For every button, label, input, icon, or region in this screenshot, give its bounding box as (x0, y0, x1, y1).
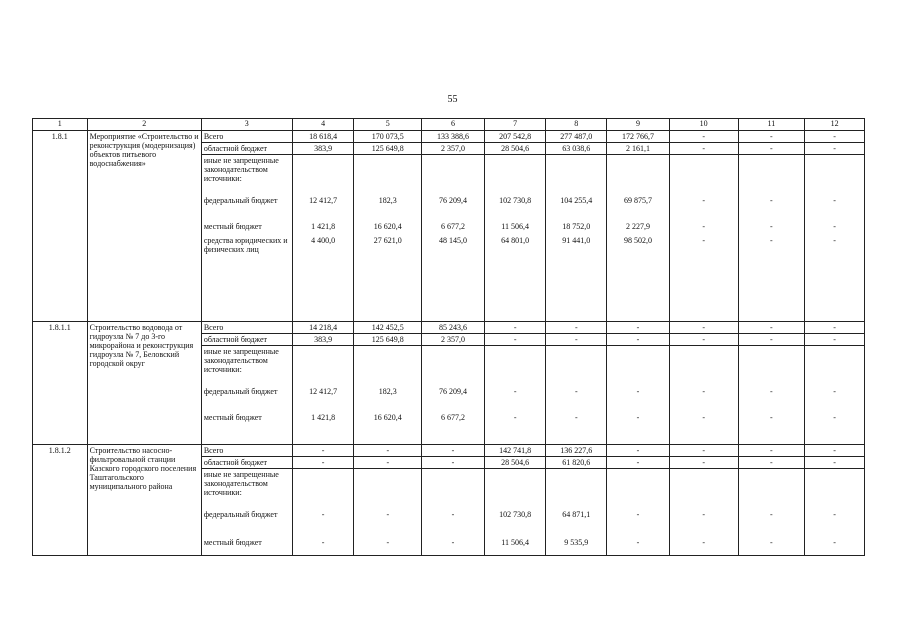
value-cell: - (805, 143, 865, 155)
value-stack-cell (546, 346, 607, 445)
value-stack-cell (422, 346, 485, 445)
value-cell: - (513, 413, 517, 422)
section-name: Строительство насосно-фильтровальной станции Казского городского поселения Таштагольского муниципального района (87, 445, 201, 556)
value-cell: 16 620,4 (373, 413, 402, 422)
value-cell: - (669, 445, 738, 457)
value-cell: 64 871,1 (562, 510, 591, 519)
value-stack-cell (805, 469, 865, 556)
value-cell: 1 421,8 (311, 413, 336, 422)
header-cell-7: 7 (484, 119, 546, 131)
value-stack-cell (805, 346, 865, 445)
value-cell: 11 506,4 (501, 538, 529, 547)
value-cell: - (607, 445, 670, 457)
value-cell: 16 620,4 (373, 222, 402, 231)
value-cell: - (770, 222, 773, 231)
value-cell: - (805, 457, 865, 469)
table-row (33, 445, 865, 457)
value-cell: 102 730,8 (499, 510, 532, 519)
value-cell: - (386, 510, 390, 519)
value-stack-cell (738, 469, 805, 556)
value-cell: 125 649,8 (354, 334, 422, 346)
sub-row-label: средства юридических и физических лиц (203, 236, 288, 254)
row-label: областной бюджет (201, 143, 292, 155)
value-cell: 63 038,6 (546, 143, 607, 155)
value-cell: - (546, 334, 607, 346)
value-cell: - (451, 510, 455, 519)
sub-row-label: федеральный бюджет (203, 387, 278, 396)
value-cell: 125 649,8 (354, 143, 422, 155)
value-cell: - (484, 334, 546, 346)
value-cell: 182,3 (378, 387, 397, 396)
value-cell: - (669, 457, 738, 469)
value-cell: - (636, 538, 640, 547)
value-cell: 76 209,4 (438, 196, 467, 205)
section-name: Мероприятие «Строительство и реконструкция (модернизация) объектов питьевого водоснабжения» (87, 131, 201, 322)
section-code: 1.8.1.2 (33, 445, 88, 556)
section-code: 1.8.1 (33, 131, 88, 322)
value-cell: - (636, 413, 640, 422)
value-cell: 18 618,4 (292, 131, 354, 143)
value-stack-cell (607, 469, 670, 556)
value-cell: 133 388,6 (422, 131, 485, 143)
value-cell: - (292, 457, 354, 469)
value-cell: 85 243,6 (422, 322, 485, 334)
value-cell: 2 227,9 (625, 222, 650, 231)
value-cell: - (833, 538, 836, 547)
value-cell: - (669, 322, 738, 334)
value-cell: - (833, 196, 836, 205)
value-cell: 61 820,6 (546, 457, 607, 469)
value-stack-cell (805, 155, 865, 322)
value-cell: 2 357,0 (422, 143, 485, 155)
section-code: 1.8.1.1 (33, 322, 88, 445)
value-stack-cell (292, 346, 354, 445)
value-cell: - (354, 445, 422, 457)
value-cell: - (805, 131, 865, 143)
value-cell: - (321, 510, 325, 519)
header-cell-9: 9 (607, 119, 670, 131)
other-sources-cell (201, 346, 292, 445)
value-cell: 136 227,6 (546, 445, 607, 457)
header-cell-11: 11 (738, 119, 805, 131)
other-sources-label: иные не запрещенные законодательством источники: (203, 470, 279, 497)
value-cell: - (702, 222, 705, 231)
value-cell: - (738, 457, 805, 469)
value-stack-cell (354, 346, 422, 445)
value-stack-cell (292, 469, 354, 556)
value-cell: - (833, 236, 836, 245)
value-stack-cell (422, 469, 485, 556)
value-cell: - (738, 143, 805, 155)
value-cell: - (738, 322, 805, 334)
value-stack-cell (484, 346, 546, 445)
value-cell: - (669, 131, 738, 143)
sub-row-label: местный бюджет (203, 222, 262, 231)
row-label: Всего (201, 445, 292, 457)
value-cell: 9 535,9 (564, 538, 589, 547)
value-cell: 172 766,7 (607, 131, 670, 143)
value-cell: 207 542,8 (484, 131, 546, 143)
value-stack-cell (354, 155, 422, 322)
value-cell: 104 255,4 (560, 196, 593, 205)
value-cell: 98 502,0 (623, 236, 652, 245)
value-cell: - (770, 387, 773, 396)
value-cell: - (770, 538, 773, 547)
value-cell: - (607, 457, 670, 469)
value-cell: 28 504,6 (484, 457, 546, 469)
value-cell: 383,9 (292, 143, 354, 155)
value-cell: 14 218,4 (292, 322, 354, 334)
value-cell: - (513, 387, 517, 396)
value-cell: 142 452,5 (354, 322, 422, 334)
header-cell-12: 12 (805, 119, 865, 131)
value-stack-cell (738, 155, 805, 322)
value-cell: - (669, 143, 738, 155)
other-sources-cell (201, 155, 292, 322)
value-cell: 11 506,4 (501, 222, 529, 231)
value-stack-cell (546, 155, 607, 322)
row-label: областной бюджет (201, 334, 292, 346)
value-cell: 102 730,8 (499, 196, 532, 205)
value-stack-cell (669, 469, 738, 556)
header-cell-8: 8 (546, 119, 607, 131)
value-stack-cell (607, 155, 670, 322)
value-cell: 18 752,0 (562, 222, 591, 231)
row-label: Всего (201, 131, 292, 143)
value-cell: - (833, 413, 836, 422)
value-cell: 48 145,0 (438, 236, 467, 245)
value-cell: - (546, 322, 607, 334)
value-stack-cell (669, 346, 738, 445)
value-cell: - (422, 457, 485, 469)
value-cell: 4 400,0 (311, 236, 336, 245)
other-sources-label: иные не запрещенные законодательством источники: (203, 156, 279, 183)
value-cell: - (386, 538, 390, 547)
section-name: Строительство водовода от гидроузла № 7 до 3-го микрорайона и реконструкция гидроузла № 7, Беловский городской округ (87, 322, 201, 445)
value-cell: - (636, 510, 640, 519)
value-cell: 28 504,6 (484, 143, 546, 155)
value-cell: 27 621,0 (373, 236, 402, 245)
value-cell: - (738, 131, 805, 143)
value-cell: - (770, 196, 773, 205)
value-stack-cell (607, 346, 670, 445)
other-sources-label: иные не запрещенные законодательством источники: (203, 347, 279, 374)
value-cell: 2 161,1 (607, 143, 670, 155)
header-cell-1: 1 (33, 119, 88, 131)
value-cell: - (770, 413, 773, 422)
value-cell: - (484, 322, 546, 334)
value-stack-cell (484, 469, 546, 556)
value-cell: - (702, 510, 705, 519)
value-cell: - (805, 334, 865, 346)
value-cell: - (702, 236, 705, 245)
header-cell-4: 4 (292, 119, 354, 131)
value-cell: - (574, 413, 578, 422)
value-cell: - (702, 413, 705, 422)
value-cell: 383,9 (292, 334, 354, 346)
value-cell: - (833, 222, 836, 231)
value-cell: 6 677,2 (440, 413, 465, 422)
value-stack-cell (484, 155, 546, 322)
value-stack-cell (669, 155, 738, 322)
value-cell: 170 073,5 (354, 131, 422, 143)
value-stack-cell (546, 469, 607, 556)
value-cell: - (574, 387, 578, 396)
value-stack-cell (738, 346, 805, 445)
value-cell: - (833, 510, 836, 519)
page-number: 55 (447, 94, 458, 105)
value-cell: 12 412,7 (309, 387, 338, 396)
value-cell: - (770, 510, 773, 519)
value-cell: - (669, 334, 738, 346)
value-cell: 69 875,7 (623, 196, 652, 205)
value-stack-cell (422, 155, 485, 322)
value-cell: - (607, 334, 670, 346)
value-cell: - (636, 387, 640, 396)
header-cell-6: 6 (422, 119, 485, 131)
value-cell: - (702, 538, 705, 547)
row-label: областной бюджет (201, 457, 292, 469)
value-cell: - (702, 196, 705, 205)
value-cell: - (354, 457, 422, 469)
value-cell: 2 357,0 (422, 334, 485, 346)
row-label: Всего (201, 322, 292, 334)
value-cell: - (321, 538, 325, 547)
sub-row-label: местный бюджет (203, 413, 262, 422)
header-cell-5: 5 (354, 119, 422, 131)
value-cell: - (451, 538, 455, 547)
value-cell: 12 412,7 (309, 196, 338, 205)
sub-row-label: федеральный бюджет (203, 196, 278, 205)
budget-table (32, 118, 865, 556)
value-cell: 76 209,4 (438, 387, 467, 396)
value-cell: - (805, 445, 865, 457)
table-row (33, 131, 865, 143)
value-cell: 182,3 (378, 196, 397, 205)
value-cell: - (422, 445, 485, 457)
value-cell: - (607, 322, 670, 334)
value-cell: 64 801,0 (501, 236, 530, 245)
value-cell: - (292, 445, 354, 457)
value-cell: - (738, 445, 805, 457)
sub-row-label: федеральный бюджет (203, 510, 278, 519)
value-cell: - (702, 387, 705, 396)
value-cell: 1 421,8 (311, 222, 336, 231)
table-row (33, 322, 865, 334)
sub-row-label: местный бюджет (203, 538, 262, 547)
header-cell-3: 3 (201, 119, 292, 131)
value-cell: 6 677,2 (440, 222, 465, 231)
value-cell: - (805, 322, 865, 334)
value-cell: - (833, 387, 836, 396)
value-cell: 142 741,8 (484, 445, 546, 457)
value-cell: 277 487,0 (546, 131, 607, 143)
value-stack-cell (292, 155, 354, 322)
value-cell: 91 441,0 (562, 236, 591, 245)
value-cell: - (770, 236, 773, 245)
header-cell-10: 10 (669, 119, 738, 131)
value-stack-cell (354, 469, 422, 556)
header-row (33, 119, 865, 131)
header-cell-2: 2 (87, 119, 201, 131)
value-cell: - (738, 334, 805, 346)
other-sources-cell (201, 469, 292, 556)
